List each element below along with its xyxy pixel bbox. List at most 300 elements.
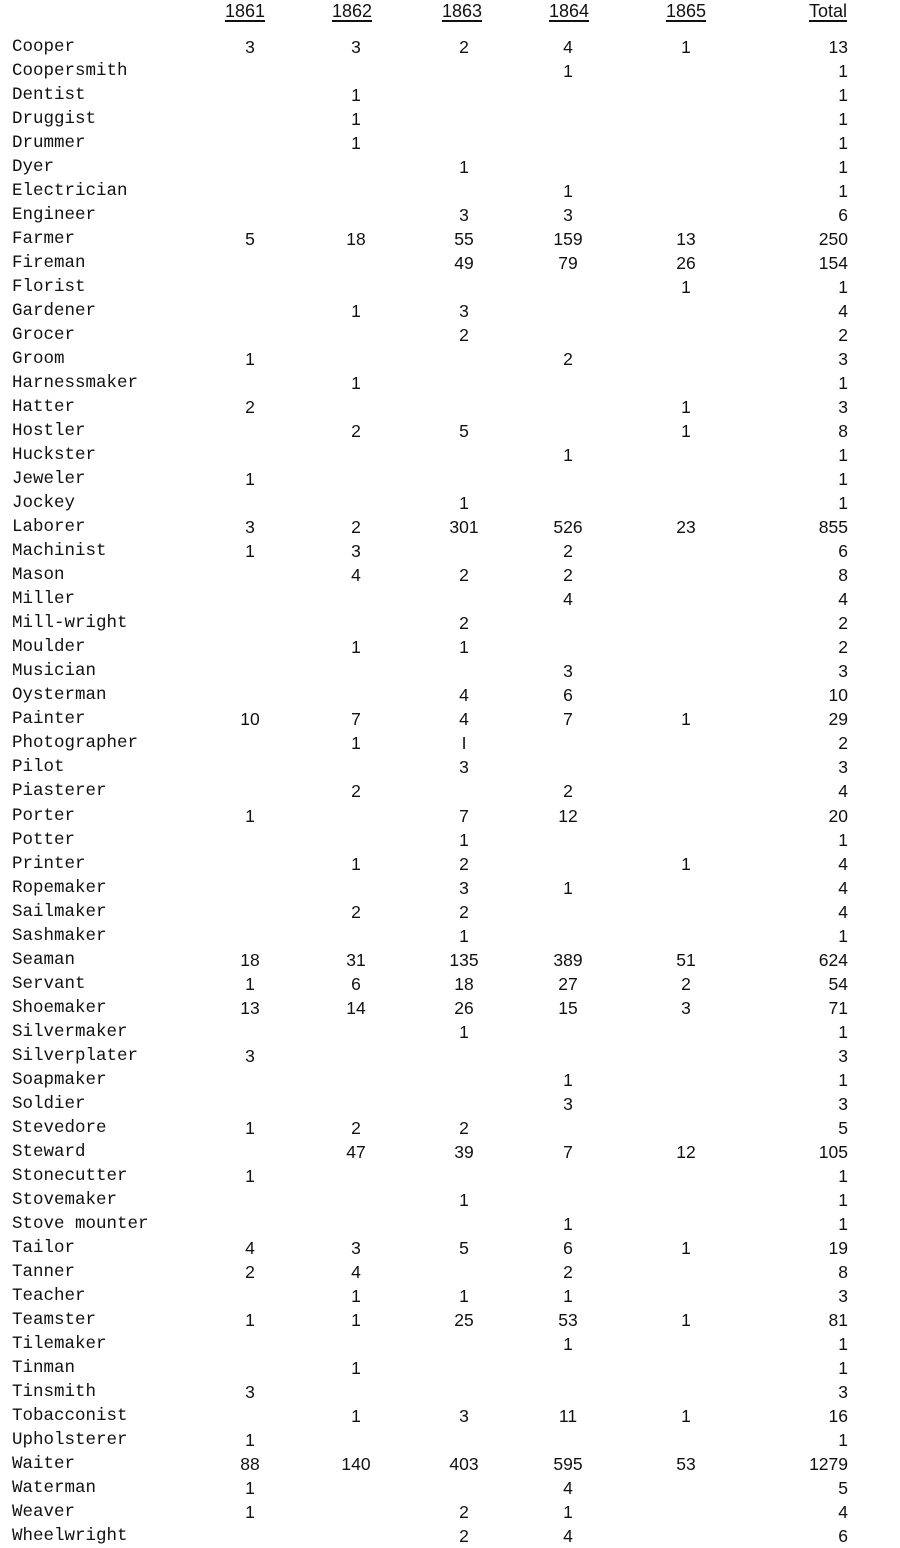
cell-1861 xyxy=(220,299,280,323)
occupation-cell: Machinist xyxy=(12,541,107,562)
cell-total: 1 xyxy=(838,181,848,202)
cell-1865 xyxy=(656,755,716,779)
occupation-cell: Sashmaker xyxy=(12,925,107,946)
cell-1861: 1 xyxy=(245,1309,255,1330)
occupation-cell: Druggist xyxy=(12,109,97,130)
cell-1862: 1 xyxy=(351,733,361,754)
table-row xyxy=(0,299,900,323)
cell-1863: 1 xyxy=(459,493,469,514)
cell-1861: 1 xyxy=(245,1117,255,1138)
cell-1863: 7 xyxy=(459,805,469,826)
cell-1862: 3 xyxy=(351,37,361,57)
occupation-cell: Tailor xyxy=(12,1237,76,1258)
cell-total: 2 xyxy=(838,733,848,754)
cell-1865 xyxy=(656,1476,716,1500)
cell-1862 xyxy=(326,1476,386,1500)
cell-1861 xyxy=(220,876,280,900)
cell-1863: 3 xyxy=(459,757,469,778)
table-row xyxy=(0,35,900,59)
header-1861: 1861 xyxy=(224,1,266,21)
cell-1861 xyxy=(220,251,280,275)
table-row xyxy=(0,515,900,539)
table-row xyxy=(0,467,900,491)
cell-1861 xyxy=(220,155,280,179)
table-row xyxy=(0,1404,900,1428)
cell-1864: 27 xyxy=(558,973,578,994)
cell-total: 81 xyxy=(828,1309,848,1330)
cell-1864: 1 xyxy=(563,181,573,202)
cell-1862: 1 xyxy=(351,373,361,394)
occupation-cell: Printer xyxy=(12,853,86,874)
occupation-cell: Sailmaker xyxy=(12,901,107,922)
cell-1862 xyxy=(326,1020,386,1044)
cell-1861: 3 xyxy=(245,1381,255,1402)
occupation-cell: Huckster xyxy=(12,445,97,466)
cell-1864: 1 xyxy=(563,1285,573,1306)
cell-total: 71 xyxy=(828,997,848,1018)
cell-1863: 1 xyxy=(459,1189,469,1210)
cell-1864 xyxy=(538,924,598,948)
cell-total: 1 xyxy=(838,493,848,514)
cell-1863 xyxy=(434,1380,494,1404)
table-row xyxy=(0,924,900,948)
cell-total: 1 xyxy=(838,1333,848,1354)
cell-1863: 2 xyxy=(459,1525,469,1546)
cell-1864 xyxy=(538,1116,598,1140)
cell-1865: 1 xyxy=(681,421,691,442)
cell-1861 xyxy=(220,1020,280,1044)
cell-1865 xyxy=(656,155,716,179)
cell-1861 xyxy=(220,107,280,131)
table-row xyxy=(0,1428,900,1452)
cell-1864 xyxy=(538,467,598,491)
occupation-cell: Steward xyxy=(12,1141,86,1162)
cell-1861 xyxy=(220,731,280,755)
cell-1863: 1 xyxy=(459,829,469,850)
cell-1862: 1 xyxy=(351,85,361,106)
cell-1863: 1 xyxy=(459,1021,469,1042)
cell-1861: 18 xyxy=(240,949,260,970)
cell-total: 3 xyxy=(838,1381,848,1402)
cell-1864: 3 xyxy=(563,1093,573,1114)
occupation-cell: Dentist xyxy=(12,85,86,106)
cell-1863: 2 xyxy=(459,901,469,922)
cell-1865: 1 xyxy=(681,37,691,57)
occupation-cell: Shoemaker xyxy=(12,997,107,1018)
table-row xyxy=(0,251,900,275)
cell-1862 xyxy=(326,1188,386,1212)
cell-total: 4 xyxy=(838,877,848,898)
cell-1865: 1 xyxy=(681,853,691,874)
cell-1861: 1 xyxy=(245,349,255,370)
cell-1865 xyxy=(656,876,716,900)
cell-total: 6 xyxy=(838,1525,848,1546)
cell-1864: 53 xyxy=(558,1309,578,1330)
cell-1865 xyxy=(656,1500,716,1524)
cell-total: 4 xyxy=(838,589,848,610)
cell-1864 xyxy=(538,491,598,515)
cell-1862 xyxy=(326,491,386,515)
table-row xyxy=(0,59,900,83)
table-row xyxy=(0,1260,900,1284)
occupation-cell: Gardener xyxy=(12,301,97,322)
header-1864: 1864 xyxy=(548,1,590,21)
cell-1862: 2 xyxy=(351,421,361,442)
table-row xyxy=(0,804,900,828)
cell-1861 xyxy=(220,587,280,611)
cell-1863: 4 xyxy=(459,709,469,730)
occupation-cell: Coopersmith xyxy=(12,61,128,82)
cell-total: 1279 xyxy=(809,1453,848,1474)
cell-1865: 1 xyxy=(681,709,691,730)
occupation-cell: Tobacconist xyxy=(12,1405,128,1426)
occupation-cell: Moulder xyxy=(12,637,86,658)
cell-1862 xyxy=(326,659,386,683)
cell-1865 xyxy=(656,563,716,587)
cell-1862: 1 xyxy=(351,1285,361,1306)
cell-1863: 301 xyxy=(449,517,479,538)
cell-1865 xyxy=(656,1260,716,1284)
cell-1863: 49 xyxy=(454,253,474,274)
occupation-cell: Laborer xyxy=(12,517,86,538)
occupation-cell: Dyer xyxy=(12,157,55,178)
cell-1862 xyxy=(326,1164,386,1188)
cell-1864: 11 xyxy=(558,1405,578,1426)
occupation-cell: Cooper xyxy=(12,37,76,57)
cell-total: 1 xyxy=(838,1069,848,1090)
cell-1861: 10 xyxy=(240,709,260,730)
table-row xyxy=(0,1380,900,1404)
cell-1861 xyxy=(220,1404,280,1428)
cell-1863: 2 xyxy=(459,325,469,346)
cell-1861 xyxy=(220,828,280,852)
cell-1864 xyxy=(538,371,598,395)
cell-1861 xyxy=(220,443,280,467)
occupation-cell: Wheelwright xyxy=(12,1525,128,1546)
cell-1865: 2 xyxy=(681,973,691,994)
table-row xyxy=(0,1500,900,1524)
cell-total: 3 xyxy=(838,1093,848,1114)
occupation-cell: Silverplater xyxy=(12,1045,139,1066)
cell-1865 xyxy=(656,1428,716,1452)
cell-1864: 159 xyxy=(553,229,583,250)
cell-1861 xyxy=(220,323,280,347)
cell-1864: 2 xyxy=(563,349,573,370)
table-row xyxy=(0,683,900,707)
cell-1862 xyxy=(326,1500,386,1524)
table-row xyxy=(0,107,900,131)
cell-1863: 5 xyxy=(459,421,469,442)
occupation-cell: Florist xyxy=(12,277,86,298)
cell-total: 5 xyxy=(838,1117,848,1138)
cell-1865 xyxy=(656,371,716,395)
cell-1865 xyxy=(656,443,716,467)
cell-total: 3 xyxy=(838,661,848,682)
cell-1864 xyxy=(538,299,598,323)
cell-1861: 1 xyxy=(245,541,255,562)
cell-1863: 2 xyxy=(459,565,469,586)
cell-total: 4 xyxy=(838,853,848,874)
table-row xyxy=(0,539,900,563)
cell-1864 xyxy=(538,1428,598,1452)
cell-1862: 14 xyxy=(346,997,366,1018)
cell-1864 xyxy=(538,275,598,299)
cell-total: 1 xyxy=(838,445,848,466)
cell-1862 xyxy=(326,395,386,419)
occupation-cell: Mill-wright xyxy=(12,613,128,634)
cell-1861 xyxy=(220,1284,280,1308)
cell-1863: 55 xyxy=(454,229,474,250)
cell-1865 xyxy=(656,131,716,155)
cell-total: 1 xyxy=(838,1357,848,1378)
cell-1863: 3 xyxy=(459,205,469,226)
cell-1861 xyxy=(220,419,280,443)
cell-1862 xyxy=(326,467,386,491)
cell-1865: 3 xyxy=(681,997,691,1018)
cell-1865 xyxy=(656,611,716,635)
cell-1864: 6 xyxy=(563,1237,573,1258)
cell-1863 xyxy=(434,371,494,395)
cell-1862: 2 xyxy=(351,781,361,802)
table-row xyxy=(0,395,900,419)
cell-1865 xyxy=(656,779,716,803)
occupation-cell: Ropemaker xyxy=(12,877,107,898)
cell-1864: 6 xyxy=(563,685,573,706)
cell-1862: 4 xyxy=(351,1261,361,1282)
cell-1865 xyxy=(656,635,716,659)
cell-1861 xyxy=(220,635,280,659)
cell-total: 1 xyxy=(838,277,848,298)
cell-1862 xyxy=(326,876,386,900)
cell-total: 6 xyxy=(838,541,848,562)
table-row xyxy=(0,323,900,347)
header-1862: 1862 xyxy=(331,1,373,21)
cell-1864 xyxy=(538,131,598,155)
cell-1864: 526 xyxy=(553,517,583,538)
cell-1864 xyxy=(538,731,598,755)
cell-1861 xyxy=(220,683,280,707)
table-row xyxy=(0,659,900,683)
cell-total: 855 xyxy=(818,517,848,538)
occupation-cell: Seaman xyxy=(12,949,76,970)
cell-1861 xyxy=(220,1188,280,1212)
cell-1865 xyxy=(656,347,716,371)
cell-1865: 53 xyxy=(676,1453,696,1474)
cell-1865 xyxy=(656,179,716,203)
cell-1865: 23 xyxy=(676,517,696,538)
cell-total: 8 xyxy=(838,421,848,442)
cell-total: 2 xyxy=(838,637,848,658)
cell-1863 xyxy=(434,131,494,155)
cell-1865 xyxy=(656,1284,716,1308)
cell-1861: 3 xyxy=(245,1045,255,1066)
table-row xyxy=(0,707,900,731)
cell-1864 xyxy=(538,107,598,131)
cell-1863 xyxy=(434,659,494,683)
cell-total: 1 xyxy=(838,109,848,130)
cell-1862: 3 xyxy=(351,1237,361,1258)
cell-1862: 2 xyxy=(351,901,361,922)
cell-1865 xyxy=(656,1020,716,1044)
table-row xyxy=(0,948,900,972)
cell-1862: 7 xyxy=(351,709,361,730)
cell-1863 xyxy=(434,539,494,563)
occupation-cell: Miller xyxy=(12,589,76,610)
occupation-cell: Oysterman xyxy=(12,685,107,706)
cell-1863: 3 xyxy=(459,301,469,322)
cell-1861 xyxy=(220,59,280,83)
cell-1861 xyxy=(220,275,280,299)
cell-1864 xyxy=(538,395,598,419)
cell-1861 xyxy=(220,1092,280,1116)
occupation-cell: Hostler xyxy=(12,421,86,442)
cell-1862 xyxy=(326,1380,386,1404)
cell-total: 3 xyxy=(838,1045,848,1066)
occupation-cell: Stovemaker xyxy=(12,1189,118,1210)
cell-1864: 4 xyxy=(563,37,573,57)
cell-1864 xyxy=(538,611,598,635)
cell-1863: 2 xyxy=(459,1501,469,1522)
cell-1865 xyxy=(656,900,716,924)
cell-1862 xyxy=(326,755,386,779)
occupation-cell: Waiter xyxy=(12,1453,76,1474)
table-row xyxy=(0,155,900,179)
cell-1863: 1 xyxy=(459,1285,469,1306)
cell-1864 xyxy=(538,155,598,179)
occupation-cell: Teamster xyxy=(12,1309,97,1330)
header-1865: 1865 xyxy=(665,1,707,21)
cell-1865 xyxy=(656,828,716,852)
cell-1861 xyxy=(220,1068,280,1092)
cell-1863 xyxy=(434,1476,494,1500)
cell-total: 5 xyxy=(838,1477,848,1498)
table-row xyxy=(0,611,900,635)
cell-total: 4 xyxy=(838,901,848,922)
cell-1864: 1 xyxy=(563,61,573,82)
cell-1861 xyxy=(220,852,280,876)
cell-1863 xyxy=(434,1164,494,1188)
cell-1864: 3 xyxy=(563,205,573,226)
cell-1862: 1 xyxy=(351,1309,361,1330)
occupation-cell: Servant xyxy=(12,973,86,994)
cell-1864 xyxy=(538,83,598,107)
cell-1865 xyxy=(656,1068,716,1092)
cell-1865 xyxy=(656,1164,716,1188)
cell-1862 xyxy=(326,587,386,611)
header-total: Total xyxy=(808,1,848,21)
occupation-cell: Potter xyxy=(12,829,76,850)
cell-1865 xyxy=(656,1380,716,1404)
cell-1863 xyxy=(434,1044,494,1068)
table-row xyxy=(0,491,900,515)
cell-1862: 2 xyxy=(351,517,361,538)
cell-1864 xyxy=(538,755,598,779)
cell-1861 xyxy=(220,131,280,155)
table-row xyxy=(0,227,900,251)
occupation-cell: Weaver xyxy=(12,1501,76,1522)
occupation-cell: Pilot xyxy=(12,757,65,778)
cell-1862: 140 xyxy=(341,1453,371,1474)
occupation-cell: Fireman xyxy=(12,253,86,274)
table-row xyxy=(0,1356,900,1380)
cell-1861 xyxy=(220,179,280,203)
cell-1863 xyxy=(434,179,494,203)
cell-total: 54 xyxy=(828,973,848,994)
cell-1862 xyxy=(326,59,386,83)
header-1863: 1863 xyxy=(441,1,483,21)
cell-1863 xyxy=(434,395,494,419)
cell-1861: 1 xyxy=(245,1165,255,1186)
occupation-cell: Tinsmith xyxy=(12,1381,97,1402)
cell-1865 xyxy=(656,539,716,563)
cell-1863: 403 xyxy=(449,1453,479,1474)
cell-total: 1 xyxy=(838,1213,848,1234)
cell-total: 1 xyxy=(838,373,848,394)
cell-1861 xyxy=(220,563,280,587)
cell-total: 154 xyxy=(818,253,848,274)
table-row xyxy=(0,1476,900,1500)
occupation-cell: Stove mounter xyxy=(12,1213,149,1234)
cell-1861: 2 xyxy=(245,1261,255,1282)
table-row xyxy=(0,1452,900,1476)
table-row xyxy=(0,563,900,587)
occupation-cell: Hatter xyxy=(12,397,76,418)
cell-1865 xyxy=(656,203,716,227)
cell-1861 xyxy=(220,755,280,779)
cell-1865 xyxy=(656,1092,716,1116)
cell-total: 16 xyxy=(828,1405,848,1426)
cell-1864 xyxy=(538,1164,598,1188)
cell-1864 xyxy=(538,900,598,924)
cell-1862: 2 xyxy=(351,1117,361,1138)
cell-1865 xyxy=(656,299,716,323)
cell-1861: 88 xyxy=(240,1453,260,1474)
cell-total: 19 xyxy=(828,1237,848,1258)
table-row xyxy=(0,1236,900,1260)
cell-1863 xyxy=(434,1260,494,1284)
cell-1865 xyxy=(656,59,716,83)
table-row xyxy=(0,996,900,1020)
cell-1865 xyxy=(656,323,716,347)
table-row xyxy=(0,1308,900,1332)
cell-1861: 1 xyxy=(245,469,255,490)
cell-total: 8 xyxy=(838,1261,848,1282)
cell-1862 xyxy=(326,155,386,179)
cell-1864: 389 xyxy=(553,949,583,970)
cell-1864: 3 xyxy=(563,661,573,682)
cell-1865: 1 xyxy=(681,1405,691,1426)
table-row xyxy=(0,1116,900,1140)
cell-1864: 1 xyxy=(563,1069,573,1090)
table-row xyxy=(0,828,900,852)
cell-1864: 4 xyxy=(563,589,573,610)
cell-1861: 1 xyxy=(245,1429,255,1450)
cell-1864 xyxy=(538,828,598,852)
cell-total: 3 xyxy=(838,349,848,370)
table-row xyxy=(0,131,900,155)
cell-1865: 51 xyxy=(676,949,696,970)
table-row xyxy=(0,1188,900,1212)
occupation-cell: Engineer xyxy=(12,205,97,226)
table-row xyxy=(0,731,900,755)
cell-1865: 13 xyxy=(676,229,696,250)
cell-1863 xyxy=(434,107,494,131)
cell-1863 xyxy=(434,59,494,83)
cell-1861: 1 xyxy=(245,973,255,994)
cell-1864: 1 xyxy=(563,1501,573,1522)
cell-1861 xyxy=(220,900,280,924)
cell-total: 4 xyxy=(838,781,848,802)
